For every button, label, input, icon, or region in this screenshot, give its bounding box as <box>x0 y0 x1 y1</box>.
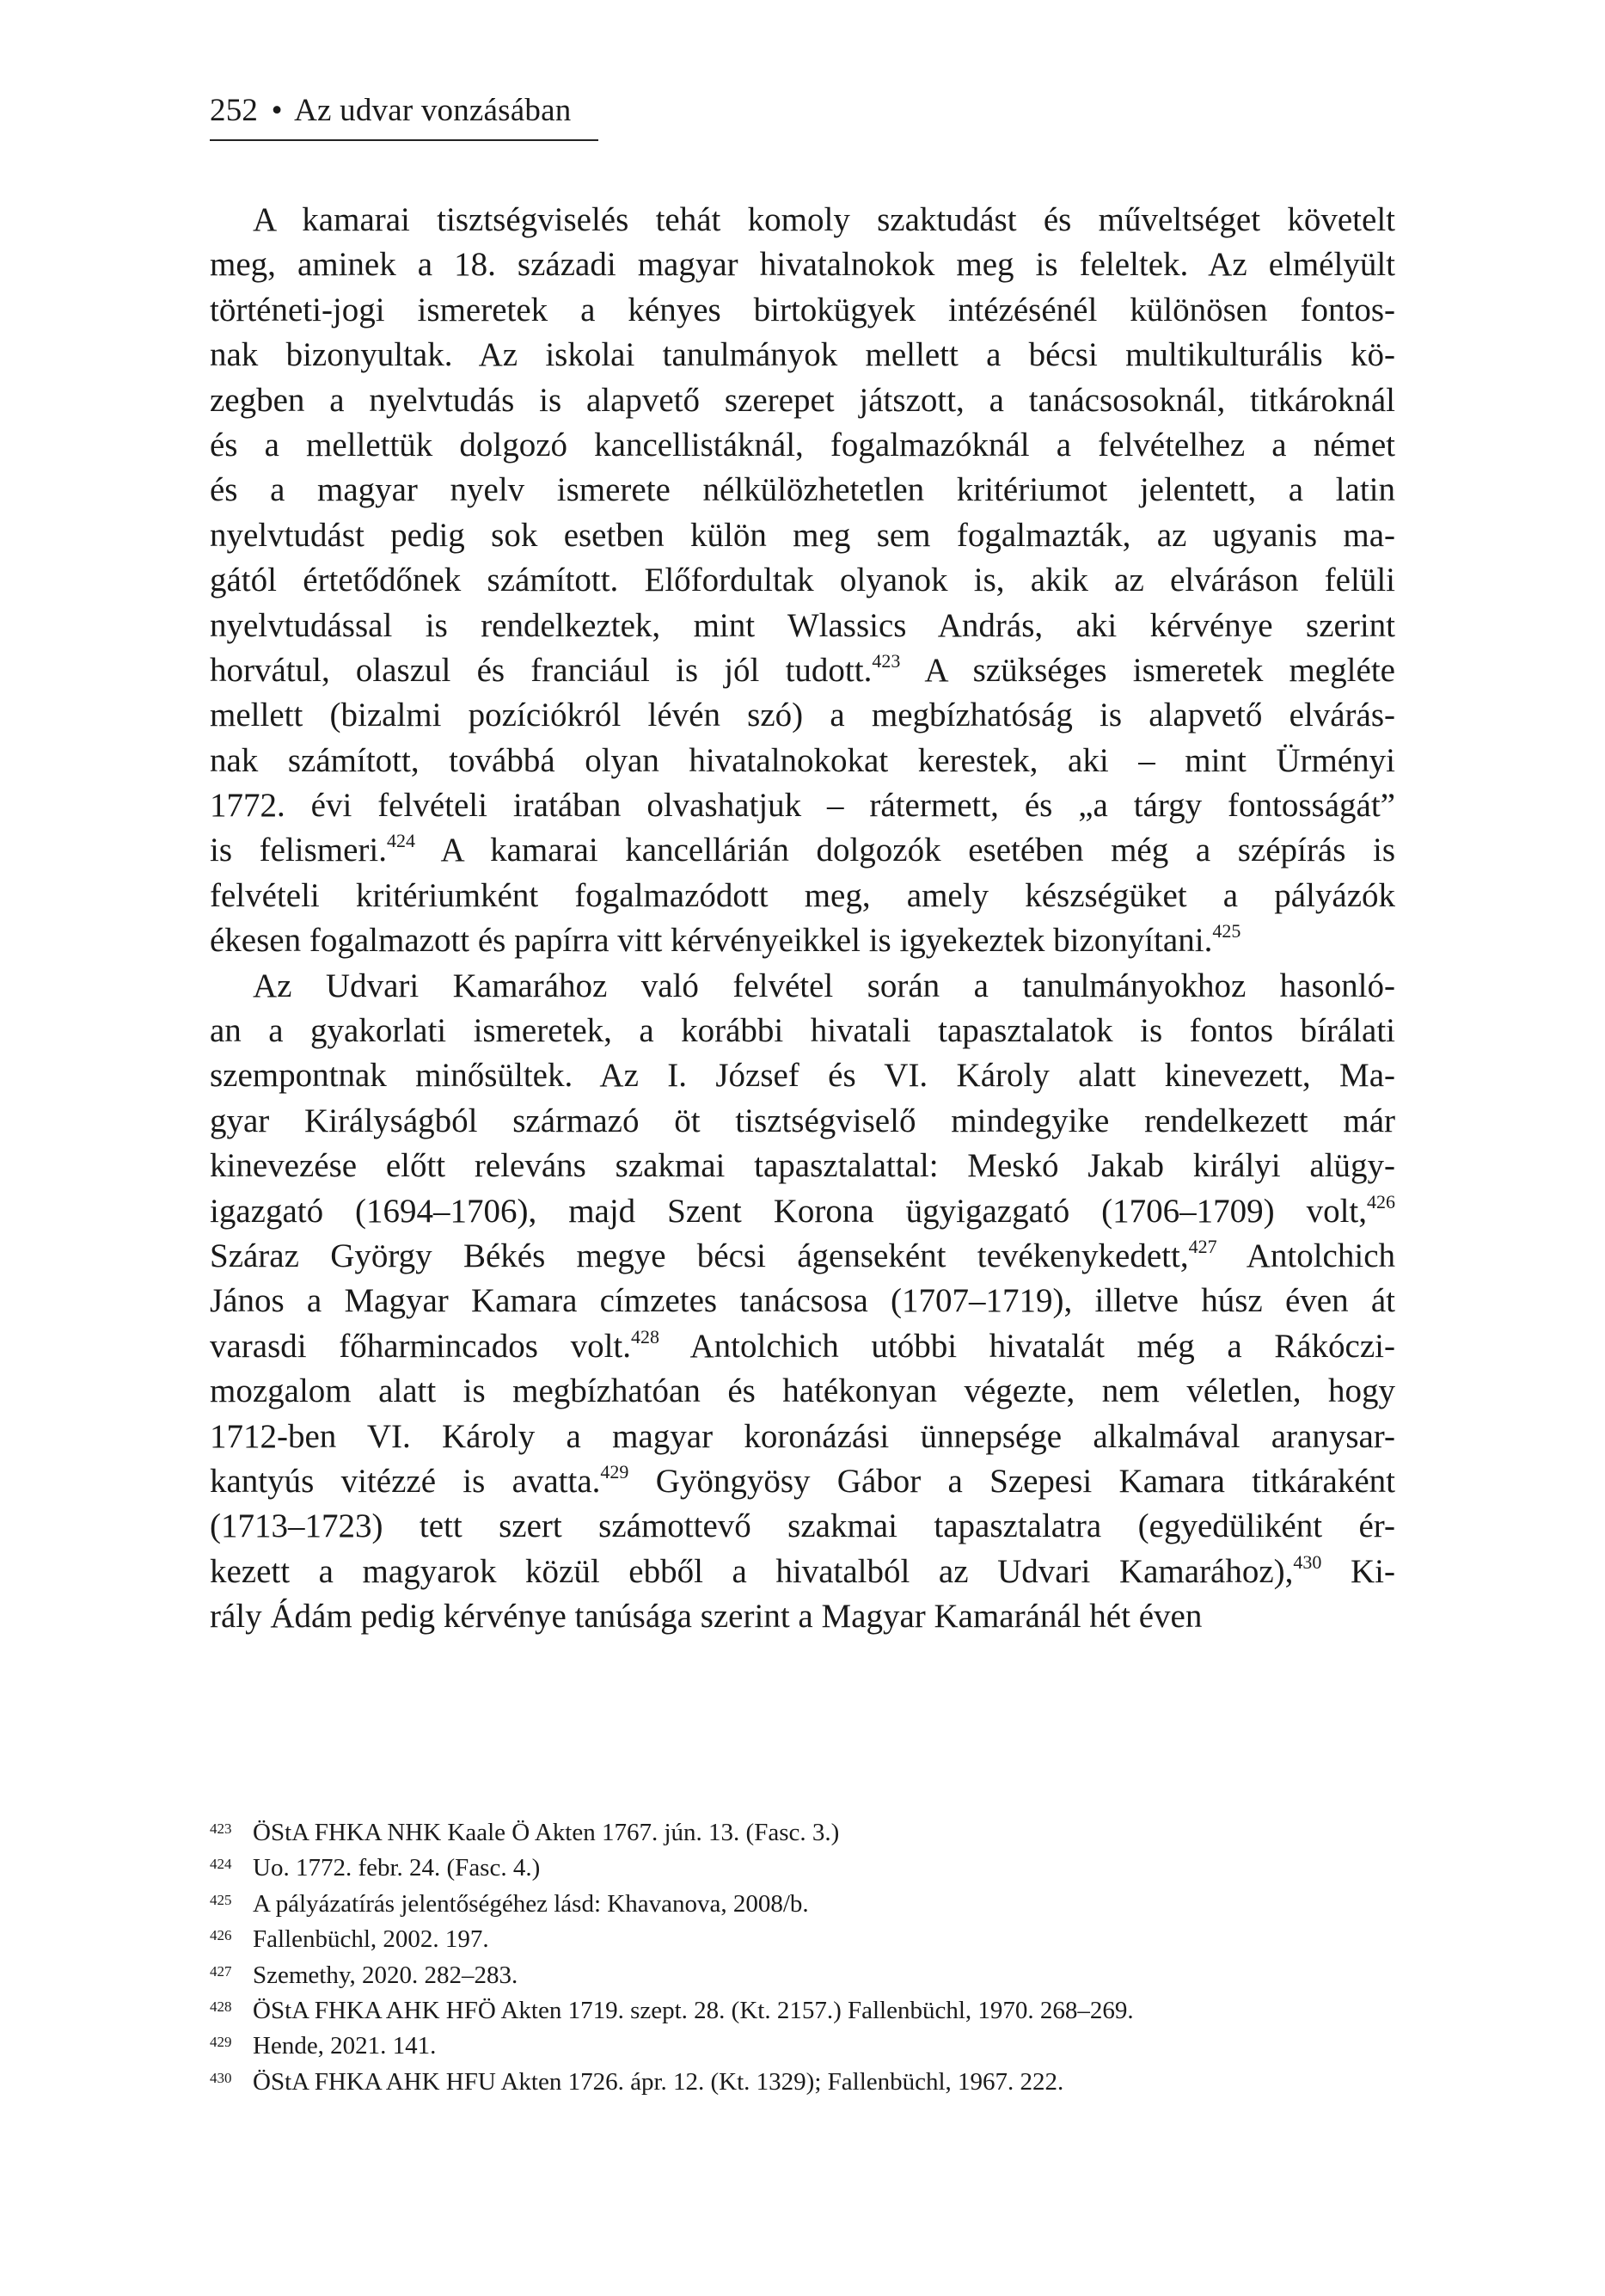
text-line: gától értetődőnek számított. Előfordultak olyanok is, akik az elváráson felüli <box>210 562 1395 599</box>
header-bullet: • <box>271 93 283 128</box>
footnote <box>210 1961 1395 1997</box>
footnote <box>210 1819 1395 1854</box>
footnote-number: 423 <box>210 1820 232 1837</box>
text-line: rály Ádám pedig kérvénye tanúsága szerint a Magyar Kamaránál hét éven <box>210 1598 1203 1636</box>
text-line: felvételi kritériumként fogalmazódott meg, amely készségüket a pályázók <box>210 876 1395 914</box>
text-line: gyar Királyságból származó öt tisztségviselő mindegyike rendelkezett már <box>210 1102 1395 1139</box>
footnote-text: ÖStA FHKA AHK HFU Akten 1726. ápr. 12. (Kt. 1329); Fallenbüchl, 1967. 222. <box>253 2067 1064 2096</box>
text-line: mellett (bizalmi pozíciókról lévén szó) a megbízhatóság is alapvető elvárás- <box>210 697 1395 734</box>
paragraph <box>210 964 1395 1640</box>
page-number: 252 <box>210 93 259 128</box>
text-line: szempontnak minősültek. Az I. József és VI. Károly alatt kinevezett, Ma- <box>210 1057 1395 1095</box>
text-line: kinevezése előtt releváns szakmai tapasztalattal: Meskó Jakab királyi alügy- <box>210 1147 1395 1185</box>
text-line: A kamarai tisztségviselés tehát komoly szaktudást és műveltséget követelt <box>253 201 1395 238</box>
footnote-number: 426 <box>210 1927 232 1944</box>
text-line: 1772. évi felvételi iratában olvashatjuk – rátermett, és „a tárgy fontosságát” <box>210 787 1395 825</box>
footnote-number: 424 <box>210 1856 232 1873</box>
footnote-reference[interactable]: 425 <box>1212 920 1241 942</box>
text-line: és a mellettük dolgozó kancellistáknál, fogalmazóknál a felvételhez a német <box>210 426 1395 463</box>
footnote-reference[interactable]: 428 <box>631 1325 660 1348</box>
text-line: is felismeri.$^{424}$ A kamarai kancellárián dolgozók esetében még a szépírás is <box>210 830 1395 869</box>
text-line: történeti-jogi ismeretek a kényes birtokügyek intézésénél különösen fontos- <box>210 291 1395 328</box>
footnote-number: 428 <box>210 1998 232 2015</box>
footnote-reference[interactable]: 426 <box>1367 1190 1395 1212</box>
text-line: varasdi főharmincados volt.$^{428}$ Antolchich utóbbi hivatalát még a Rákóczi- <box>210 1325 1396 1365</box>
text-line: nak bizonyultak. Az iskolai tanulmányok mellett a bécsi multikulturális kö- <box>210 336 1395 374</box>
text-line: (1713–1723) tett szert számottevő szakmai tapasztalatra (egyedüliként ér- <box>210 1507 1395 1545</box>
text-line: ékesen fogalmazott és papírra vitt kérvényeikkel is igyekeztek bizonyítani.$^{425}$ <box>210 920 1241 960</box>
footnote-reference[interactable]: 423 <box>872 649 901 672</box>
footnote-reference[interactable]: 424 <box>387 830 415 852</box>
running-title: Az udvar vonzásában <box>294 93 572 128</box>
text-line: Az Udvari Kamarához való felvétel során a tanulmányokhoz hasonló- <box>253 967 1395 1004</box>
footnote-reference[interactable]: 430 <box>1293 1550 1322 1573</box>
footnote-reference[interactable]: 429 <box>600 1460 629 1483</box>
footnote <box>210 1854 1395 1889</box>
footnote-text: ÖStA FHKA AHK HFÖ Akten 1719. szept. 28. (Kt. 2157.) Fallenbüchl, 1970. 268–269. <box>253 1996 1134 2024</box>
footnote-text: Hende, 2021. 141. <box>253 2032 437 2060</box>
footnote <box>210 2068 1395 2103</box>
text-line: és a magyar nyelv ismerete nélkülözhetetlen kritériumot jelentett, a latin <box>210 471 1395 509</box>
text-line: nyelvtudást pedig sok esetben külön meg sem fogalmazták, az ugyanis ma- <box>210 516 1395 554</box>
text-line: horvátul, olaszul és franciául is jól tudott.$^{423}$ A szükséges ismeretek megléte <box>210 649 1395 689</box>
footnote-text: A pályázatírás jelentőségéhez lásd: Khavanova, 2008/b. <box>253 1889 809 1918</box>
footnote-number: 427 <box>210 1962 232 1980</box>
footnote-text: Fallenbüchl, 2002. 197. <box>253 1925 489 1954</box>
footnote <box>210 1890 1395 1925</box>
footnote-number: 429 <box>210 2034 232 2051</box>
text-line: kantyús vitézzé is avatta.$^{429}$ Gyöngyösy Gábor a Szepesi Kamara titkáraként <box>210 1460 1395 1500</box>
paragraph <box>210 198 1395 964</box>
footnote-number: 430 <box>210 2069 232 2086</box>
footnote <box>210 1997 1395 2032</box>
text-line: mozgalom alatt is megbízhatóan és hatékonyan végezte, nem véletlen, hogy <box>210 1372 1395 1410</box>
text-line: zegben a nyelvtudás is alapvető szerepet játszott, a tanácsosoknál, titkároknál <box>210 381 1395 419</box>
text-line: Száraz György Békés megye bécsi ágenseként tevékenykedett,$^{427}$ Antolchich <box>210 1235 1396 1274</box>
text-line: kezett a magyarok közül ebből a hivatalból az Udvari Kamarához),$^{430}$ Ki- <box>210 1550 1395 1590</box>
footnote <box>210 1925 1395 1961</box>
footnote <box>210 2032 1395 2067</box>
footnote-text: ÖStA FHKA NHK Kaale Ö Akten 1767. jún. 13. (Fasc. 3.) <box>253 1819 840 1846</box>
footnote-number: 425 <box>210 1891 232 1908</box>
text-line: an a gyakorlati ismeretek, a korábbi hivatali tapasztalatok is fontos bírálati <box>210 1012 1395 1050</box>
text-line: János a Magyar Kamara címzetes tanácsosa (1707–1719), illetve húsz éven át <box>210 1282 1395 1320</box>
footnotes <box>210 1819 1395 2103</box>
running-header <box>210 89 598 141</box>
text-line: nyelvtudással is rendelkeztek, mint Wlassics András, aki kérvénye szerint <box>210 606 1395 644</box>
footnote-reference[interactable]: 427 <box>1188 1235 1217 1257</box>
footnote-text: Uo. 1772. febr. 24. (Fasc. 4.) <box>253 1854 541 1882</box>
footnote-text: Szemethy, 2020. 282–283. <box>253 1961 518 1989</box>
main-text <box>210 198 1395 1640</box>
text-line: meg, aminek a 18. századi magyar hivatalnokok meg is feleltek. Az elmélyült <box>210 246 1395 284</box>
text-line: igazgató (1694–1706), majd Szent Korona ügyigazgató (1706–1709) volt,$^{426}$ <box>210 1190 1395 1230</box>
text-line: 1712-ben VI. Károly a magyar koronázási ünnepsége alkalmával aranysar- <box>210 1417 1395 1455</box>
text-line: nak számított, továbbá olyan hivatalnokokat kerestek, aki – mint Ürményi <box>210 741 1395 779</box>
